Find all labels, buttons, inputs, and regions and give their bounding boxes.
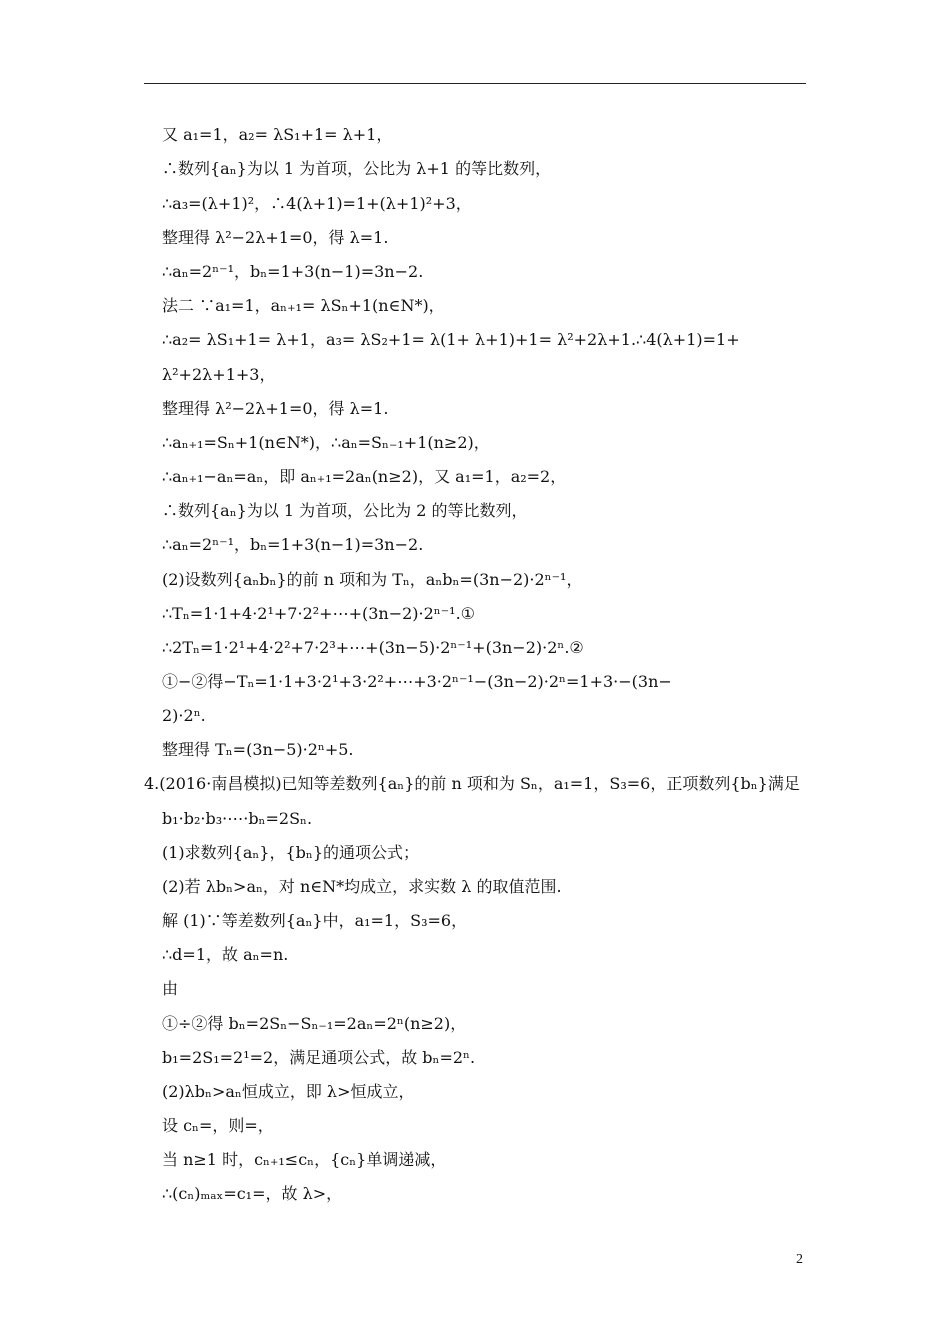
text-line: 整理得 Tₙ=(3n−5)·2ⁿ+5.	[162, 740, 354, 759]
text-line: 又 a₁=1，a₂= λS₁+1= λ+1，	[162, 125, 393, 144]
text-line: ∴(cₙ)ₘₐₓ=c₁=，故 λ>，	[162, 1184, 343, 1203]
page-number: 2	[796, 1252, 803, 1267]
text-line: ∴aₙ₊₁−aₙ=aₙ，即 aₙ₊₁=2aₙ(n≥2)，又 a₁=1，a₂=2，	[162, 467, 567, 486]
text-line: 整理得 λ²−2λ+1=0，得 λ=1.	[162, 399, 389, 418]
text-line: ∴数列{aₙ}为以 1 为首项，公比为 2 的等比数列，	[162, 501, 528, 520]
text-line: ∴aₙ₊₁=Sₙ+1(n∈N*)，∴aₙ=Sₙ₋₁+1(n≥2)，	[162, 433, 490, 452]
text-line: ∴aₙ=2ⁿ⁻¹，bₙ=1+3(n−1)=3n−2.	[162, 262, 424, 281]
text-line: 2)·2ⁿ.	[162, 706, 206, 725]
text-line: ∴d=1，故 aₙ=n.	[162, 945, 289, 964]
text-line: b₁·b₂·b₃·⋯·bₙ=2Sₙ.	[162, 809, 313, 828]
text-line: b₁=2S₁=2¹=2，满足通项公式，故 bₙ=2ⁿ.	[162, 1048, 476, 1067]
text-line: 设 cₙ=，则=，	[162, 1116, 274, 1135]
text-line: ∴a₃=(λ+1)²，∴4(λ+1)=1+(λ+1)²+3，	[162, 194, 472, 213]
text-line: 法二 ∵a₁=1，aₙ₊₁= λSₙ+1(n∈N*)，	[162, 296, 445, 315]
text-line: (2)设数列{aₙbₙ}的前 n 项和为 Tₙ，aₙbₙ=(3n−2)·2ⁿ⁻¹，	[162, 570, 583, 589]
text-line: 解 (1)∵等差数列{aₙ}中，a₁=1，S₃=6，	[162, 911, 468, 930]
text-line: ∴a₂= λS₁+1= λ+1，a₃= λS₂+1= λ(1+ λ+1)+1= λ²+2λ+1.∴4(λ+1)=1+	[162, 330, 740, 349]
text-line: 当 n≥1 时，cₙ₊₁≤cₙ，{cₙ}单调递减，	[162, 1150, 447, 1169]
text-line: (2)λbₙ>aₙ恒成立，即 λ>恒成立，	[162, 1082, 415, 1101]
text-line: ①−②得−Tₙ=1·1+3·2¹+3·2²+⋯+3·2ⁿ⁻¹−(3n−2)·2ⁿ=1+3·−(3n−	[162, 672, 672, 691]
text-line: (2)若 λbₙ>aₙ，对 n∈N*均成立，求实数 λ 的取值范围.	[162, 877, 562, 896]
problem-heading: 4.(2016·南昌模拟)已知等差数列{aₙ}的前 n 项和为 Sₙ，a₁=1，S₃=6，正项数列{bₙ}满足	[144, 774, 800, 793]
text-line: 由	[162, 979, 179, 998]
text-line: λ²+2λ+1+3，	[162, 365, 276, 384]
text-line: ∴aₙ=2ⁿ⁻¹，bₙ=1+3(n−1)=3n−2.	[162, 535, 424, 554]
header-rule	[144, 83, 806, 84]
text-line: ∴数列{aₙ}为以 1 为首项，公比为 λ+1 的等比数列，	[162, 159, 552, 178]
text-line: 整理得 λ²−2λ+1=0，得 λ=1.	[162, 228, 389, 247]
text-line: (1)求数列{aₙ}，{bₙ}的通项公式；	[162, 843, 420, 862]
text-line: ∴2Tₙ=1·2¹+4·2²+7·2³+⋯+(3n−5)·2ⁿ⁻¹+(3n−2)·2ⁿ.②	[162, 638, 584, 657]
text-line: ∴Tₙ=1·1+4·2¹+7·2²+⋯+(3n−2)·2ⁿ⁻¹.①	[162, 604, 475, 623]
text-line: ①÷②得 bₙ=2Sₙ−Sₙ₋₁=2aₙ=2ⁿ(n≥2)，	[162, 1014, 467, 1033]
